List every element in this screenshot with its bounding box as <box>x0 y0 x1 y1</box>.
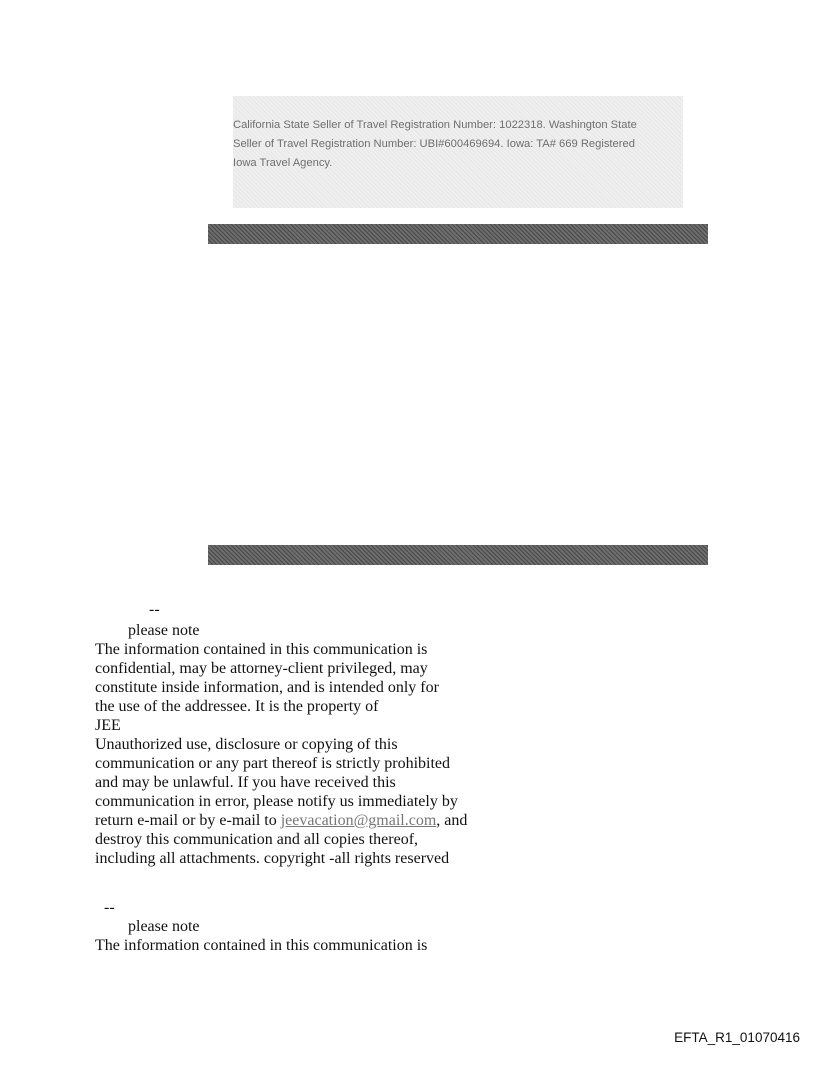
notice-line: Unauthorized use, disclosure or copying of this <box>95 736 398 753</box>
email-link[interactable]: jeevacation@gmail.com <box>280 812 437 829</box>
redaction-bar-top <box>208 224 708 244</box>
confidentiality-notice-1 <box>95 640 495 868</box>
notice-line: and may be unlawful. If you have received this <box>95 774 396 791</box>
notice-line: destroy this communication and all copies thereof, <box>95 831 419 848</box>
notice-line: confidential, may be attorney-client privileged, may <box>95 660 428 677</box>
notice-line: constitute inside information, and is intended only for <box>95 679 439 696</box>
registration-notice-box <box>233 96 683 208</box>
registration-line-1: California State Seller of Travel Registration Number: 1022318. Washington State <box>233 119 637 131</box>
notice-line: including all attachments. copyright -all rights reserved <box>95 850 450 867</box>
signature-separator-1: -- <box>149 601 160 618</box>
notice-line: communication or any part thereof is strictly prohibited <box>95 755 451 772</box>
document-id: EFTA_R1_01070416 <box>674 1030 800 1045</box>
link-suffix: , and <box>436 812 468 829</box>
notice-line-with-link <box>95 811 495 830</box>
signature-separator-2: -- <box>104 899 115 916</box>
registration-line-3: Iowa Travel Agency. <box>233 157 333 169</box>
redaction-bar-bottom <box>208 545 708 565</box>
please-note-heading-1: please note <box>128 622 200 639</box>
registration-line-2: Seller of Travel Registration Number: UBI#600469694. Iowa: TA# 669 Registered <box>233 138 635 150</box>
notice-line: The information contained in this communication is <box>95 641 428 658</box>
confidentiality-notice-2: The information contained in this communication is <box>95 937 428 954</box>
notice-line: the use of the addressee. It is the property of <box>95 698 379 715</box>
please-note-heading-2: please note <box>128 918 200 935</box>
link-prefix: return e-mail or by e-mail to <box>95 812 281 829</box>
notice-line: communication in error, please notify us immediately by <box>95 793 458 810</box>
notice-line: JEE <box>95 717 121 734</box>
